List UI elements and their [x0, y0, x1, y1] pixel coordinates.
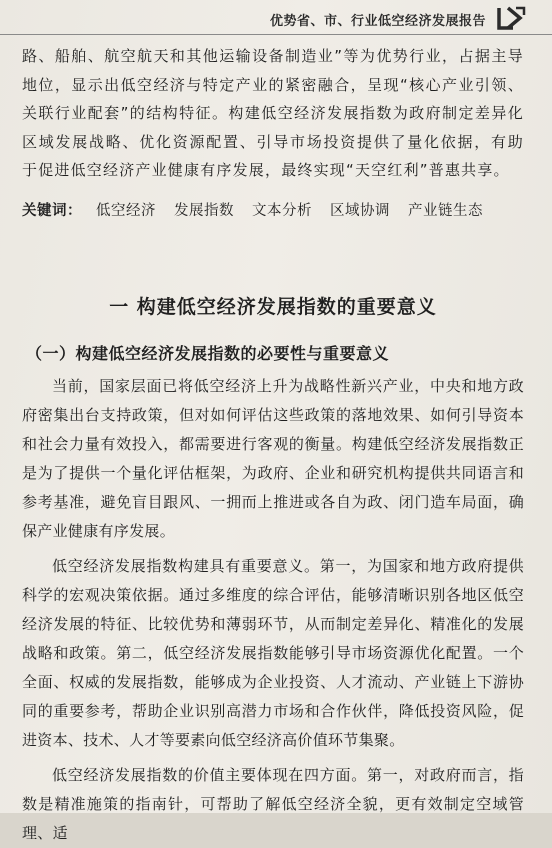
section-body — [22, 372, 524, 848]
running-title: 优势省、市、行业低空经济发展报告 — [269, 14, 486, 29]
section-heading: 一 构建低空经济发展指数的重要意义 — [109, 295, 437, 318]
page-content — [22, 42, 524, 848]
keywords-label: 关键词： — [22, 202, 82, 219]
running-header — [0, 0, 552, 35]
body-paragraph: 低空经济发展指数构建具有重要意义。第一，为国家和地方政府提供科学的宏观决策依据。通过多维度的综合评估，能够清晰识别各地区低空经济发展的特征、比较优势和薄弱环节，从而制定差异化、精准化的发展战略和政策。第二，低空经济发展指数能够引导市场资源优化配置。一个全面、权威的发展指数，能够成为企业投资、人才流动、产业链上下游协同的重要参考，帮助企业识别高潜力市场和合作伙伴，降低投资风险，促进资本、技术、人才等要素向低空经济高价值环节集聚。 — [22, 556, 524, 749]
subsection-heading: （一）构建低空经济发展指数的必要性与重要意义 — [26, 343, 390, 363]
keyword: 区域协调 — [330, 202, 390, 219]
keyword: 产业链生态 — [408, 202, 483, 219]
chapter-logo-icon — [496, 5, 526, 31]
keyword: 发展指数 — [174, 202, 234, 219]
abstract-continuation: 路、船舶、航空航天和其他运输设备制造业”等为优势行业，占据主导地位，显示出低空经济与特定产业的紧密融合，呈现“核心产业引领、关联行业配套”的结构特征。构建低空经济发展指数为政府制定差异化区域发展战略、优化资源配置、引导市场投资提供了量化依据，有助于促进低空经济产业健康有序发展，最终实现“天空红利”普惠共享。 — [22, 47, 524, 179]
keyword: 低空经济 — [96, 202, 156, 219]
body-paragraph: 低空经济发展指数的价值主要体现在四方面。第一，对政府而言，指数是精准施策的指南针，可帮助了解低空经济全貌，更有效制定空域管理、适 — [22, 765, 524, 842]
body-paragraph: 当前，国家层面已将低空经济上升为战略性新兴产业，中央和地方政府密集出台支持政策，但对如何评估这些政策的落地效果、如何引导资本和社会力量有效投入，都需要进行客观的衡量。构建低空经济发展指数正是为了提供一个量化评估框架，为政府、企业和研究机构提供共同语言和参考基准，避免盲目跟风、一拥而上推进或各自为政、闭门造车局面，确保产业健康有序发展。 — [22, 376, 524, 540]
keywords-line — [22, 199, 524, 220]
keyword: 文本分析 — [252, 202, 312, 219]
